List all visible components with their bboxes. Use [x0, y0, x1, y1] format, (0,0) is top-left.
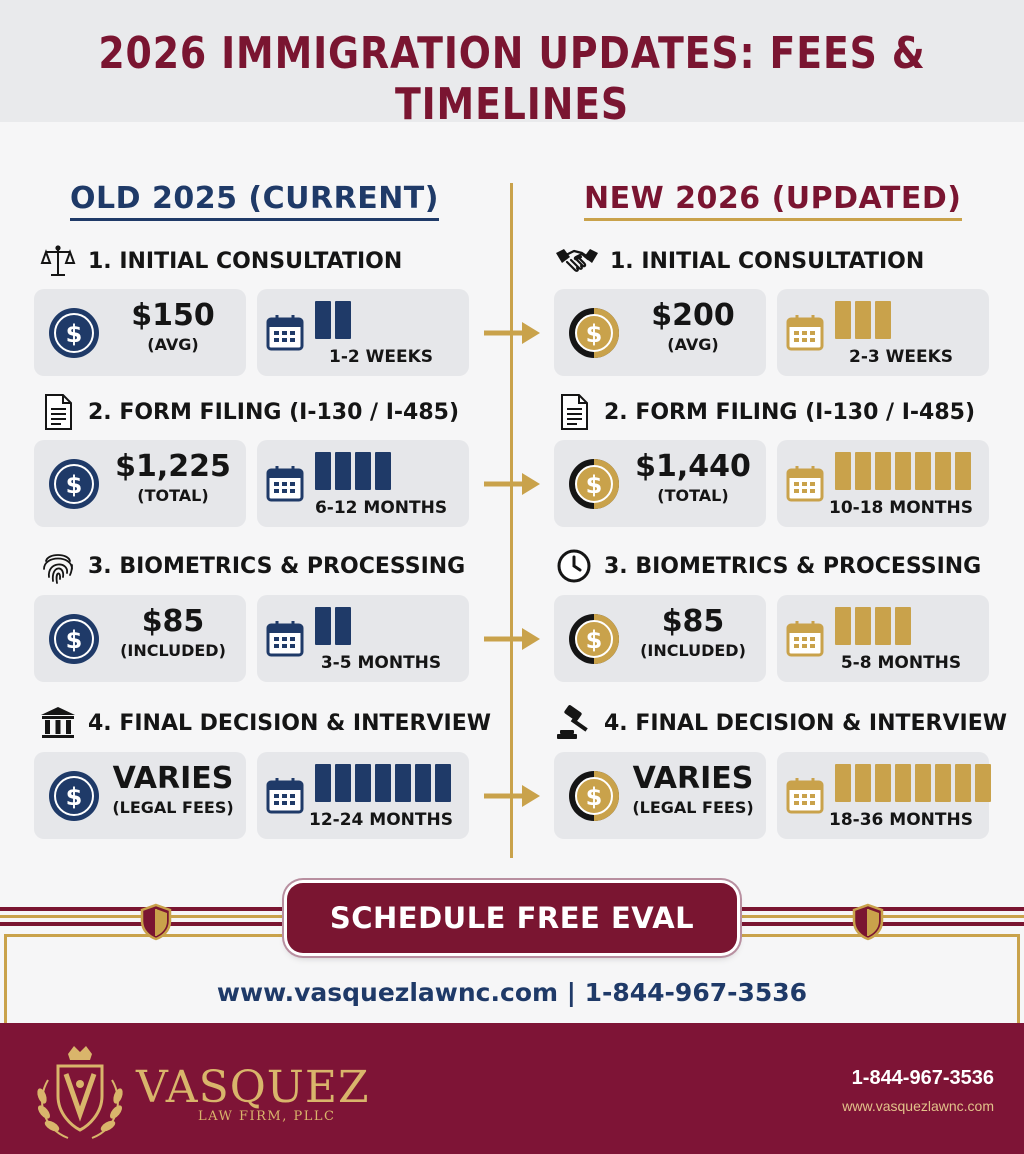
new-section-2-label: 2. FORM FILING (I-130 / I-485) — [604, 399, 976, 425]
timeline-block — [875, 452, 891, 490]
timeline-block — [835, 764, 851, 802]
old-section-1-timeline: 1-2 WEEKS — [328, 347, 434, 367]
new-section-3-timeline-card — [777, 595, 989, 682]
old-section-4-timeline-bars — [315, 764, 451, 802]
new-section-1-fee: $200 — [651, 298, 735, 333]
svg-text:$: $ — [65, 320, 83, 348]
new-section-4-fee-card — [554, 752, 766, 839]
new-section-3-timeline-bars — [835, 607, 911, 645]
center-divider — [510, 183, 513, 858]
svg-text:$: $ — [65, 471, 83, 499]
new-section-3-fee-card — [554, 595, 766, 682]
dollar-coin-icon — [568, 613, 620, 665]
arrow-right-icon — [484, 626, 542, 652]
timeline-block — [315, 764, 331, 802]
new-section-1-heading — [554, 241, 924, 281]
old-section-2-timeline-card — [257, 440, 469, 527]
column-heading-new: NEW 2026 (UPDATED) — [584, 181, 962, 221]
fingerprint-icon — [38, 546, 78, 586]
timeline-block — [375, 764, 391, 802]
old-section-4-fee-card — [34, 752, 246, 839]
handshake-icon — [554, 241, 600, 281]
timeline-block — [975, 764, 991, 802]
scales-icon — [38, 241, 78, 281]
new-section-1-timeline-bars — [835, 301, 891, 339]
timeline-block — [395, 764, 411, 802]
old-section-3-timeline-bars — [315, 607, 351, 645]
timeline-block — [335, 301, 351, 339]
new-section-4-timeline-card — [777, 752, 989, 839]
timeline-block — [935, 764, 951, 802]
dollar-coin-icon — [48, 613, 100, 665]
timeline-block — [855, 452, 871, 490]
old-section-4-timeline-card — [257, 752, 469, 839]
timeline-block — [915, 764, 931, 802]
new-section-3-label: 3. BIOMETRICS & PROCESSING — [604, 553, 982, 579]
timeline-block — [875, 764, 891, 802]
old-section-2-fee-note: (TOTAL) — [137, 486, 209, 505]
old-section-3-label: 3. BIOMETRICS & PROCESSING — [88, 553, 466, 579]
arrow-right-icon — [484, 783, 542, 809]
svg-text:$: $ — [585, 320, 603, 348]
old-section-1-heading — [38, 241, 402, 281]
old-section-2-timeline: 6-12 MONTHS — [314, 498, 448, 518]
clock-icon — [554, 546, 594, 586]
timeline-block — [955, 452, 971, 490]
timeline-block — [835, 452, 851, 490]
new-section-2-fee-note: (TOTAL) — [657, 486, 729, 505]
timeline-block — [915, 452, 931, 490]
timeline-block — [895, 452, 911, 490]
new-section-1-timeline: 2-3 WEEKS — [848, 347, 954, 367]
svg-text:$: $ — [65, 783, 83, 811]
timeline-block — [835, 301, 851, 339]
dollar-coin-icon — [48, 307, 100, 359]
svg-text:$: $ — [585, 626, 603, 654]
new-section-3-heading — [554, 546, 981, 586]
new-section-3-timeline: 5-8 MONTHS — [840, 653, 962, 673]
footer-url[interactable]: www.vasquezlawnc.com — [842, 1098, 994, 1114]
gavel-icon — [554, 703, 594, 743]
timeline-block — [315, 607, 331, 645]
timeline-block — [335, 607, 351, 645]
new-section-2-heading — [554, 392, 975, 432]
timeline-block — [415, 764, 431, 802]
old-section-3-timeline: 3-5 MONTHS — [320, 653, 442, 673]
old-section-2-fee: $1,225 — [115, 449, 231, 484]
old-section-1-timeline-bars — [315, 301, 351, 339]
contact-line[interactable]: www.vasquezlawnc.com | 1-844-967-3536 — [216, 978, 808, 1007]
old-section-1-fee: $150 — [131, 298, 215, 333]
dollar-coin-icon — [568, 307, 620, 359]
old-section-1-fee-card — [34, 289, 246, 376]
courthouse-icon — [38, 703, 78, 743]
svg-text:$: $ — [585, 783, 603, 811]
timeline-block — [895, 764, 911, 802]
new-section-4-label: 4. FINAL DECISION & INTERVIEW — [604, 710, 1008, 736]
old-section-3-fee: $85 — [141, 604, 205, 639]
document-icon — [38, 392, 78, 432]
new-section-2-fee-card — [554, 440, 766, 527]
timeline-block — [435, 764, 451, 802]
firm-logo-subtitle: LAW FIRM, PLLC — [198, 1109, 336, 1124]
dollar-coin-icon — [48, 770, 100, 822]
old-section-4-label: 4. FINAL DECISION & INTERVIEW — [88, 710, 492, 736]
svg-text:$: $ — [65, 626, 83, 654]
shield-icon — [852, 903, 884, 941]
arrow-right-icon — [484, 471, 542, 497]
old-section-2-heading — [38, 392, 459, 432]
timeline-block — [335, 452, 351, 490]
timeline-block — [875, 607, 891, 645]
new-section-1-fee-note: (AVG) — [667, 335, 719, 354]
old-section-4-heading — [38, 703, 491, 743]
old-section-2-fee-card — [34, 440, 246, 527]
firm-logo-name: VASQUEZ — [136, 1062, 370, 1113]
timeline-block — [855, 301, 871, 339]
column-heading-old: OLD 2025 (CURRENT) — [70, 181, 439, 221]
timeline-block — [315, 452, 331, 490]
timeline-block — [895, 607, 911, 645]
old-section-3-timeline-card — [257, 595, 469, 682]
old-section-3-heading — [38, 546, 465, 586]
timeline-block — [375, 452, 391, 490]
timeline-block — [855, 764, 871, 802]
firm-logo-emblem — [28, 1040, 132, 1146]
old-section-3-fee-card — [34, 595, 246, 682]
dollar-coin-icon — [48, 458, 100, 510]
new-section-1-timeline-card — [777, 289, 989, 376]
new-section-4-fee: VARIES — [632, 761, 754, 796]
old-section-4-timeline: 12-24 MONTHS — [309, 810, 453, 830]
old-section-4-fee: VARIES — [112, 761, 234, 796]
timeline-block — [955, 764, 971, 802]
svg-text:$: $ — [585, 471, 603, 499]
old-section-3-fee-note: (INCLUDED) — [120, 641, 226, 660]
timeline-block — [315, 301, 331, 339]
new-section-4-heading — [554, 703, 1007, 743]
new-section-1-fee-card — [554, 289, 766, 376]
timeline-block — [355, 764, 371, 802]
timeline-block — [855, 607, 871, 645]
old-section-1-fee-note: (AVG) — [147, 335, 199, 354]
timeline-block — [335, 764, 351, 802]
new-section-2-timeline-card — [777, 440, 989, 527]
dollar-coin-icon — [568, 458, 620, 510]
new-section-1-label: 1. INITIAL CONSULTATION — [610, 248, 925, 274]
dollar-coin-icon — [568, 770, 620, 822]
new-section-4-timeline: 18-36 MONTHS — [829, 810, 973, 830]
document-icon — [554, 392, 594, 432]
old-section-2-label: 2. FORM FILING (I-130 / I-485) — [88, 399, 460, 425]
shield-icon — [140, 903, 172, 941]
arrow-right-icon — [484, 320, 542, 346]
old-section-1-label: 1. INITIAL CONSULTATION — [88, 248, 403, 274]
old-section-2-timeline-bars — [315, 452, 391, 490]
page-title: 2026 IMMIGRATION UPDATES: FEES & TIMELINES — [98, 28, 926, 130]
footer-phone[interactable]: 1-844-967-3536 — [851, 1067, 994, 1089]
new-section-2-timeline-bars — [835, 452, 971, 490]
timeline-block — [875, 301, 891, 339]
new-section-2-timeline: 10-18 MONTHS — [829, 498, 973, 518]
timeline-block — [355, 452, 371, 490]
new-section-3-fee-note: (INCLUDED) — [640, 641, 746, 660]
timeline-block — [835, 607, 851, 645]
schedule-eval-button[interactable]: SCHEDULE FREE EVAL — [287, 883, 737, 953]
old-section-1-timeline-card — [257, 289, 469, 376]
new-section-3-fee: $85 — [661, 604, 725, 639]
new-section-2-fee: $1,440 — [635, 449, 751, 484]
new-section-4-fee-note: (LEGAL FEES) — [632, 798, 754, 817]
new-section-4-timeline-bars — [835, 764, 991, 802]
timeline-block — [935, 452, 951, 490]
old-section-4-fee-note: (LEGAL FEES) — [112, 798, 234, 817]
